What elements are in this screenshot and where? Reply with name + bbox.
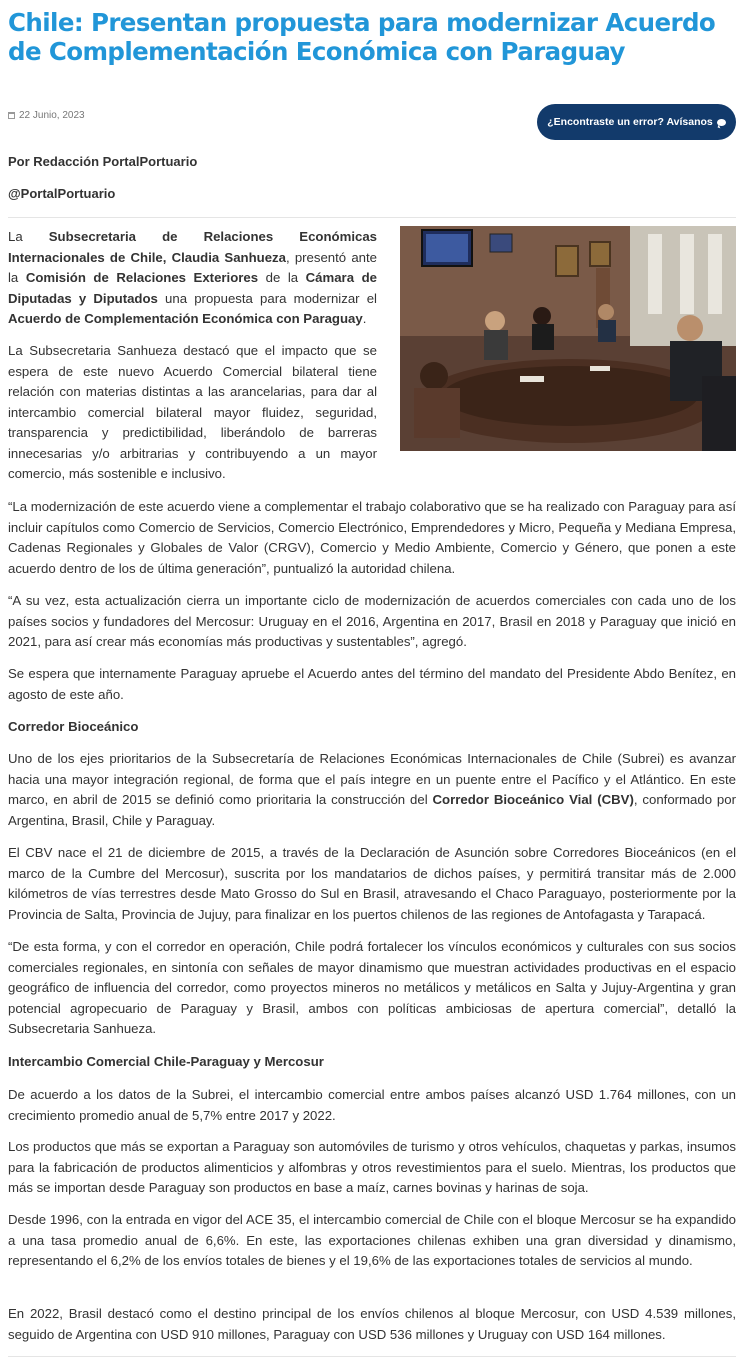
- paragraph-1: La Subsecretaria de Relaciones Económicas Internacionales de Chile, Claudia Sanhueza, presentó ante la Comisión de Relaciones Exteriores de la Cámara de Diputadas y Diputados una propuesta para modernizar el Acuerdo de Complementación Económica con Paraguay.: [8, 229, 377, 326]
- divider: [8, 217, 736, 218]
- paragraph-11: Desde 1996, con la entrada en vigor del ACE 35, el intercambio comercial de Chile con el bloque Mercosur se ha expandido a una tasa promedio anual de 6,6%. En este, las exportaciones chilenas exhiben una gran diversidad y dinamismo, representando el 6,2% de los envíos totales de bienes y el 19,6% de las exportaciones totales de servicios al mundo.: [8, 1212, 736, 1268]
- report-error-label: ¿Encontraste un error? Avísanos: [547, 116, 713, 128]
- section-heading-corredor: Corredor Bioceánico: [8, 719, 139, 734]
- meeting-room-photo: [400, 226, 736, 451]
- paragraph-9: De acuerdo a los datos de la Subrei, el intercambio comercial entre ambos países alcanzó USD 1.764 millones, con un crecimiento promedio anual de 5,7% entre 2017 y 2022.: [8, 1087, 736, 1123]
- author-handle[interactable]: @PortalPortuario: [8, 186, 116, 201]
- article-title: Chile: Presentan propuesta para modernizar Acuerdo de Complementación Económica con Paraguay: [8, 8, 716, 66]
- paragraph-3: “La modernización de este acuerdo viene a complementar el trabajo colaborativo que se ha realizado con Paraguay para así incluir capítulos como Comercio de Servicios, Comercio Electrónico, Emprendedores y Micro, Pequeña y Mediana Empresa, Cadenas Regionales y Globales de Valor (CRGV), Comercio y Medio Ambiente, Comercio y Género, que ponen a este acuerdo dentro de los de última generación”, puntualizó la autoridad chilena.: [8, 499, 736, 576]
- calendar-icon: [8, 112, 15, 119]
- paragraph-2: La Subsecretaria Sanhueza destacó que el impacto que se espera de este nuevo Acuerdo Comercial bilateral tiene relación con materias distintas a las arancelarias, para dar al intercambio comercial bilateral mayor fluidez, seguridad, transparencia y predictibilidad, liberándolo de barreras innecesarias y/o arbitrarias y contribuyendo a un mayor comercio, más sostenible e inclusivo.: [8, 343, 377, 481]
- report-error-button[interactable]: [537, 104, 736, 140]
- paragraph-10: Los productos que más se exportan a Paraguay son automóviles de turismo y otros vehículos, chaquetas y parkas, insumos para la fabricación de productos alimenticios y alfombras y otros revestimientos para el suelo. Mientras, los productos que más se importan desde Paraguay son productos en base a maíz, carnes bovinas y harinas de soja.: [8, 1139, 736, 1195]
- paragraph-5: Se espera que internamente Paraguay apruebe el Acuerdo antes del término del mandato del Presidente Abdo Benítez, en agosto de este año.: [8, 666, 736, 702]
- paragraph-6: Uno de los ejes prioritarios de la Subsecretaría de Relaciones Económicas Internacionales de Chile (Subrei) es avanzar hacia una mayor integración regional, de forma que el país integre en un puente entre el Pacífico y el Atlántico. En este marco, en abril de 2015 se definió como prioritaria la construcción del Corredor Bioceánico Vial (CBV), conformado por Argentina, Brasil, Chile y Paraguay.: [8, 751, 736, 828]
- divider: [8, 1356, 736, 1357]
- date-text: 22 Junio, 2023: [19, 110, 85, 121]
- section-heading-intercambio: Intercambio Comercial Chile-Paraguay y Mercosur: [8, 1054, 324, 1069]
- paragraph-8: “De esta forma, y con el corredor en operación, Chile podrá fortalecer los vínculos económicos y culturales con sus socios comerciales regionales, en sintonía con señales de mayor dinamismo que muestran actividades productivas en el espacio geográfico de influencia del corredor, como proyectos mineros no metálicos y metálicos en Salta y Jujuy-Argentina y gran potencial agropecuario de Paraguay y Brasil, ambos con políticas ambiciosas de apertura comercial”, detalló la Subsecretaria Sanhueza.: [8, 939, 736, 1036]
- paragraph-12: En 2022, Brasil destacó como el destino principal de los envíos chilenos al bloque Mercosur, con USD 4.539 millones, seguido de Argentina con USD 910 millones, Paraguay con USD 536 millones y Uruguay con USD 164 millones.: [8, 1306, 736, 1342]
- speech-bubble-icon: [717, 119, 726, 126]
- paragraph-4: “A su vez, esta actualización cierra un importante ciclo de modernización de acuerdos comerciales con cada uno de los países socios y fundadores del Mercosur: Uruguay en el 2016, Argentina en 2017, Brasil en 2018 y Paraguay que inició en 2021, para así crear más economías más productivas y sustentables”, agregó.: [8, 593, 736, 649]
- publish-date: [8, 110, 85, 121]
- article-photo: [400, 226, 736, 451]
- author-byline: Por Redacción PortalPortuario: [8, 154, 198, 169]
- paragraph-7: El CBV nace el 21 de diciembre de 2015, a través de la Declaración de Asunción sobre Corredores Bioceánicos (en el marco de la Cumbre del Mercosur), suscrita por los mandatarios de dichos países, y permitirá transitar más de 2.000 kilómetros de vías terrestres desde Mato Grosso do Sul en Brasil, atravesando el Chaco Paraguayo, posteriormente por la Provincia de Salta, Provincia de Jujuy, para finalizar en los puertos chilenos de las regiones de Antofagasta y Tarapacá.: [8, 845, 736, 922]
